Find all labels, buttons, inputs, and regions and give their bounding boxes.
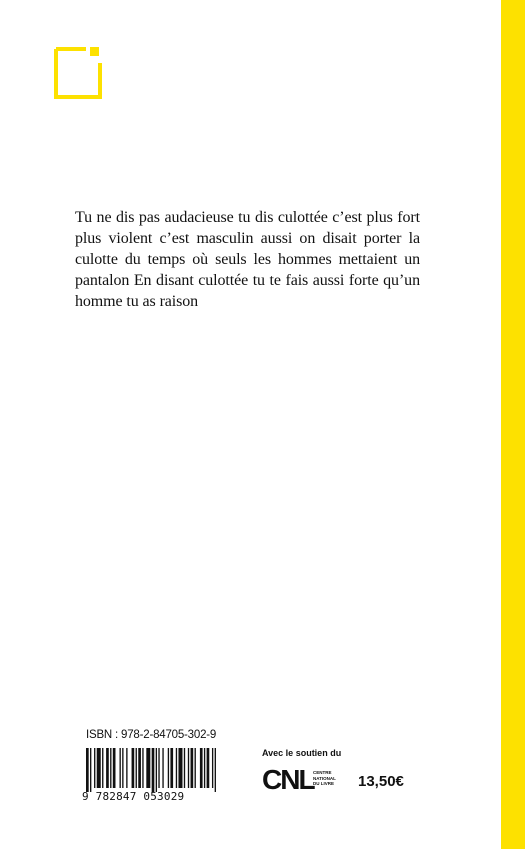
back-cover-blurb: Tu ne dis pas audacieuse tu dis culottée c’est plus fort plus violent c’est masculin aussi on disait porter la culotte du temps où seuls les hommes mettaient un pantalon En disant culottée tu te fais aussi forte qu’un homme tu as raison [75,209,420,310]
barcode-bar [113,748,116,788]
barcode-bar [212,748,213,788]
price-label: 13,50€ [358,773,404,790]
barcode-bar [90,748,91,792]
barcode-bar [176,748,177,788]
cnl-logo-line: CENTRE [313,770,332,775]
barcode-bar [120,748,121,788]
barcode-bar [178,748,182,788]
barcode-bar [138,748,141,788]
barcode-icon [86,748,220,792]
barcode-bar [162,748,163,788]
barcode-bar [86,748,89,792]
cnl-logo-line: DU LIVRE [313,781,335,786]
barcode-bar [102,748,103,788]
barcode-bar [191,748,194,788]
barcode-bar [156,748,157,792]
barcode-bar [152,748,155,792]
cnl-logo-line: NATIONAL [313,775,336,781]
barcode-bar [168,748,169,788]
barcode-bar [110,748,111,788]
barcode-digits: 9 782847 053029 [82,790,185,803]
barcode-bar [126,748,127,788]
barcode-bar [97,748,101,788]
cnl-logo: CNL [262,764,314,795]
cnl-logo-subtitle [313,770,343,787]
support-label: Avec le soutien du [262,748,342,758]
barcode-bar [195,748,196,788]
isbn-label: ISBN : 978-2-84705-302-9 [86,729,217,741]
barcode-bar [146,748,150,788]
barcode-bar [136,748,137,788]
barcode-bar [142,748,143,788]
barcode-bar [207,748,210,788]
barcode-bar [200,748,203,788]
barcode-bar [122,748,123,788]
yellow-spine-stripe [501,0,525,849]
publisher-logo-icon [54,47,102,99]
barcode-bar [170,748,173,788]
barcode-bar [94,748,95,788]
barcode-bar [204,748,205,788]
barcode-bar [215,748,216,792]
barcode-bar [132,748,135,788]
barcode-bar [158,748,159,788]
barcode-bar [184,748,185,788]
barcode-bar [106,748,109,788]
barcode-bar [188,748,189,788]
